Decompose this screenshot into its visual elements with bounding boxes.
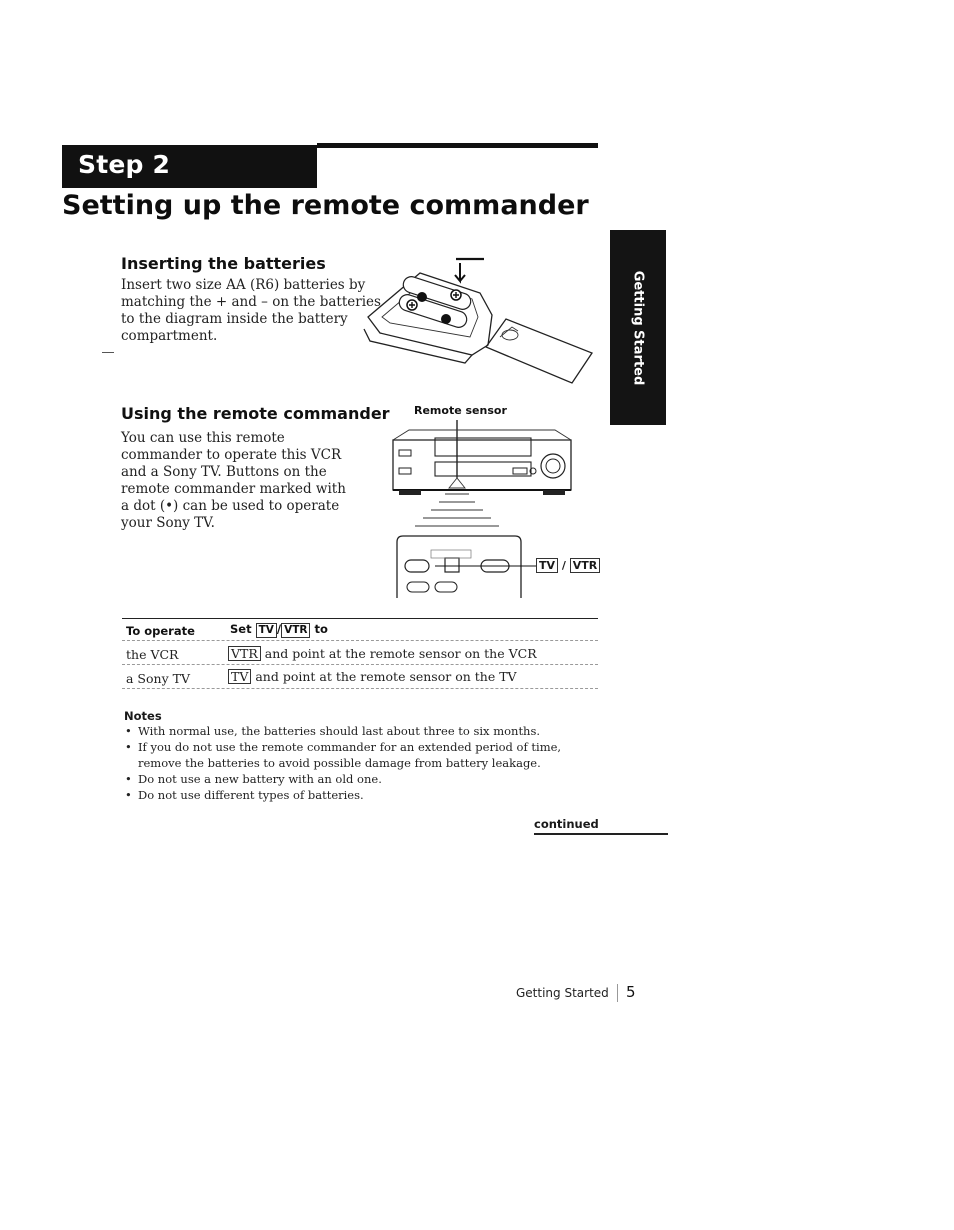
page-number: 5 (626, 983, 636, 1001)
using-heading: Using the remote commander (121, 404, 390, 423)
batteries-text (121, 277, 381, 345)
footer-section-name: Getting Started (516, 986, 609, 1000)
using-text (121, 430, 346, 532)
note-item: • Do not use different types of batteries. (124, 787, 604, 803)
table-row-target: the VCR (126, 647, 179, 662)
table-top-rule (122, 618, 598, 619)
switch-slash: / (561, 559, 566, 572)
using-text-line: You can use this remote (121, 430, 285, 446)
vtr-key-label: VTR (281, 623, 310, 638)
page-title: Setting up the remote commander (62, 190, 589, 221)
to-text: to (314, 622, 328, 636)
vtr-key-label: VTR (570, 558, 601, 573)
batteries-text-line: matching the + and – on the batteries (121, 294, 381, 310)
step-rule (317, 143, 598, 148)
table-divider (122, 664, 598, 665)
batteries-text-line: compartment. (121, 328, 218, 344)
table-row-action-text: and point at the remote sensor on the TV (255, 669, 517, 684)
remote-sensor-caption: Remote sensor (414, 404, 507, 417)
set-text: Set (230, 622, 252, 636)
table-row-action-text: and point at the remote sensor on the VCR (264, 646, 537, 661)
slash-text: / (276, 622, 282, 636)
using-text-line: your Sony TV. (121, 515, 215, 531)
batteries-text-line: Insert two size AA (R6) batteries by (121, 277, 366, 293)
table-row-action (228, 669, 517, 684)
batteries-text-line: to the diagram inside the battery (121, 311, 348, 327)
using-text-line: and a Sony TV. Buttons on the (121, 464, 327, 480)
stray-mark (102, 352, 114, 353)
note-item: • With normal use, the batteries should last about three to six months. (124, 723, 604, 739)
using-text-line: remote commander marked with (121, 481, 346, 497)
table-bottom-rule (122, 688, 598, 689)
tv-vtr-switch-label (536, 558, 600, 573)
tv-key-label: TV (228, 669, 251, 684)
batteries-heading: Inserting the batteries (121, 254, 326, 273)
tv-key-label: TV (256, 623, 277, 638)
tv-key-label: TV (536, 558, 558, 573)
table-header-set (230, 622, 328, 638)
notes-list (124, 723, 604, 803)
table-header-operate: To operate (126, 624, 195, 638)
using-text-line: commander to operate this VCR (121, 447, 342, 463)
notes-heading: Notes (124, 709, 162, 723)
continued-label: continued (534, 817, 599, 831)
table-divider (122, 640, 598, 641)
step-label: Step 2 (78, 150, 171, 179)
using-text-line: a dot (•) can be used to operate (121, 498, 340, 514)
side-tab-label: Getting Started (630, 270, 646, 385)
section-side-tab (610, 230, 666, 425)
vtr-key-label: VTR (228, 646, 261, 661)
battery-insertion-illustration (360, 255, 600, 385)
note-item: • If you do not use the remote commander for an extended period of time, remove the batteries to avoid possible damage from battery leakage. (124, 739, 604, 771)
footer-separator (617, 984, 618, 1002)
table-row-target: a Sony TV (126, 671, 190, 686)
table-row-action (228, 646, 537, 661)
note-item: • Do not use a new battery with an old one. (124, 771, 604, 787)
continued-rule (534, 833, 668, 835)
